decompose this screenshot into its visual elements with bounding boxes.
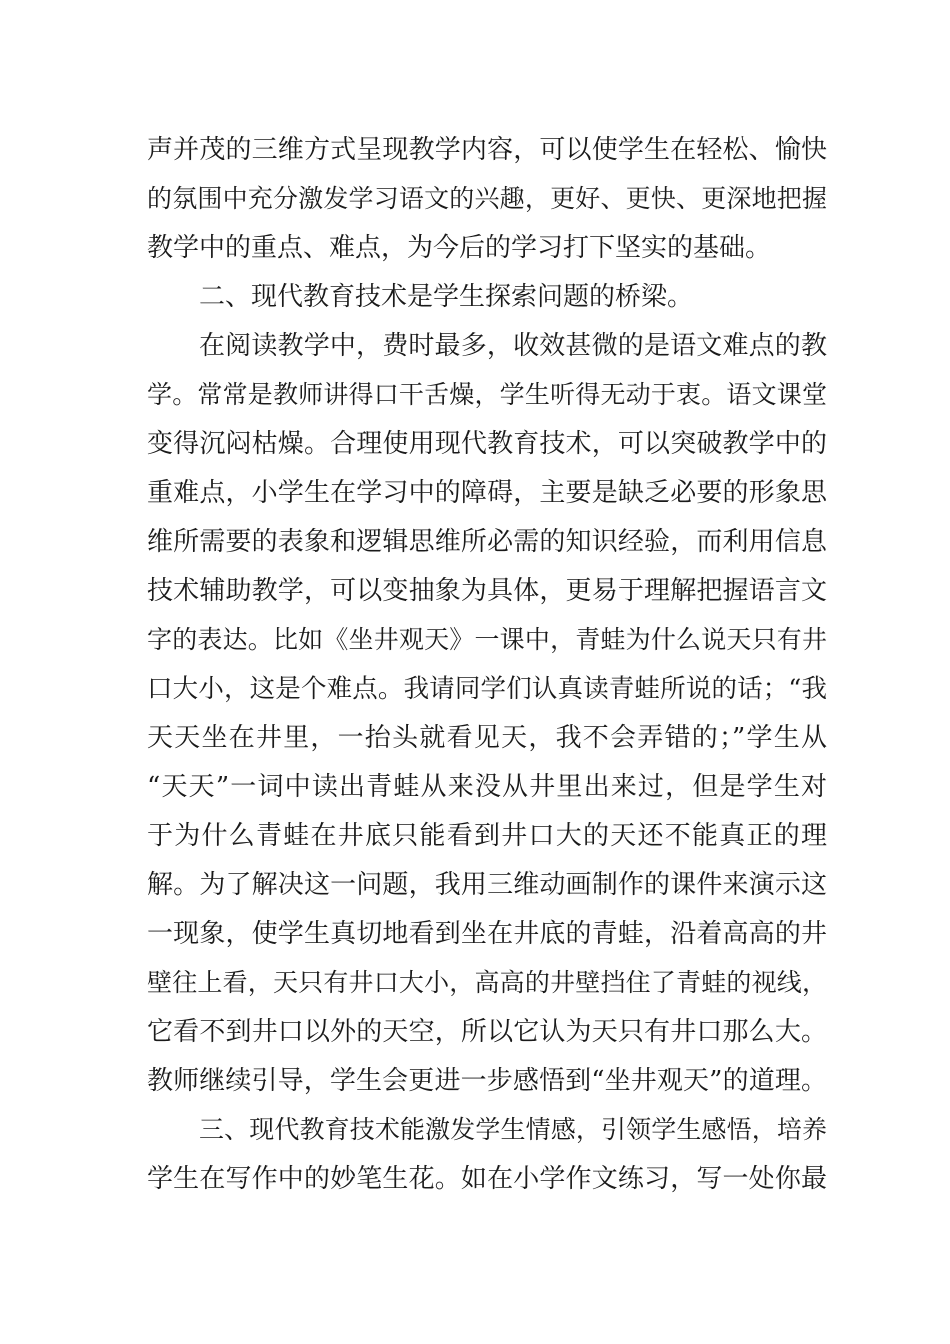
section-heading: 二、现代教育技术是学生探索问题的桥梁。 xyxy=(199,282,694,312)
text-line: “天天”一词中读出青蛙从来没从井里出来过，但是学生对 xyxy=(147,772,827,802)
text-line: 学。常常是教师讲得口干舌燥，学生听得无动于衷。语文课堂 xyxy=(147,380,827,409)
text-line: 维所需要的表象和逻辑思维所必需的知识经验，而利用信息 xyxy=(147,527,827,557)
text-line: 天天坐在井里，一抬头就看见天，我不会弄错的；”学生从 xyxy=(147,723,827,753)
section-heading: 三、现代教育技术能激发学生情感，引领学生感悟，培养 xyxy=(199,1115,827,1144)
text-line: 于为什么青蛙在井底只能看到井口大的天还不能真正的理 xyxy=(147,821,827,851)
text-line: 字的表达。比如《坐井观天》一课中，青蛙为什么说天只有井 xyxy=(147,625,827,654)
text-line: 技术辅助教学，可以变抽象为具体，更易于理解把握语言文 xyxy=(147,576,827,606)
text-line: 教学中的重点、难点，为今后的学习打下坚实的基础。 xyxy=(147,233,772,263)
text-line: 口大小，这是个难点。我请同学们认真读青蛙所说的话；“我 xyxy=(147,674,827,704)
text-line: 一现象，使学生真切地看到坐在井底的青蛙，沿着高高的井 xyxy=(147,919,827,949)
text-line: 的氛围中充分激发学习语文的兴趣，更好、更快、更深地把握 xyxy=(147,184,827,213)
text-line: 在阅读教学中，费时最多，收效甚微的是语文难点的教 xyxy=(199,331,827,361)
text-line: 壁往上看，天只有井口大小，高高的井壁挡住了青蛙的视线， xyxy=(147,968,827,997)
text-line: 声并茂的三维方式呈现教学内容，可以使学生在轻松、愉快 xyxy=(147,135,827,165)
text-line: 学生在写作中的妙笔生花。如在小学作文练习，写一处你最 xyxy=(147,1164,827,1194)
text-line: 重难点，小学生在学习中的障碍，主要是缺乏必要的形象思 xyxy=(147,478,827,508)
text-line: 变得沉闷枯燥。合理使用现代教育技术，可以突破教学中的 xyxy=(147,429,827,459)
text-line: 它看不到井口以外的天空，所以它认为天只有井口那么大。 xyxy=(147,1017,827,1047)
text-line: 解。为了解决这一问题，我用三维动画制作的课件来演示这 xyxy=(147,870,827,900)
text-line: 教师继续引导，学生会更进一步感悟到“坐井观天”的道理。 xyxy=(147,1066,827,1096)
